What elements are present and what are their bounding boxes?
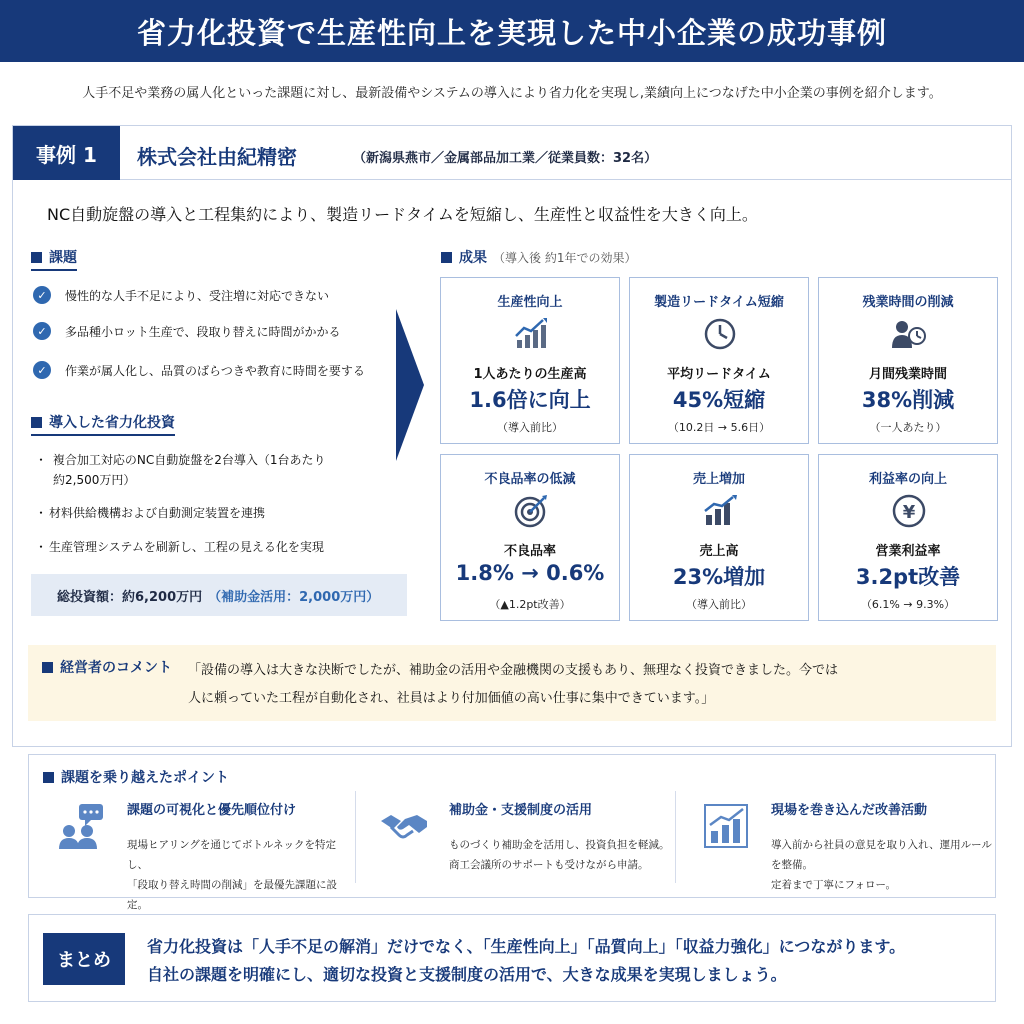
issues-heading: [31, 247, 77, 271]
square-icon: [42, 662, 53, 673]
intro-text: 人手不足や業務の属人化といった課題に対し、最新設備やシステムの導入により省力化を実現し,業績向上につなげた中小企業の事例を紹介します。: [82, 86, 942, 101]
card-note: （6.1% → 9.3%）: [860, 598, 956, 611]
points-heading-label: 課題を乗り越えたポイント: [61, 770, 229, 786]
summary-box: [28, 914, 996, 1002]
square-icon: [31, 252, 42, 263]
comment-line: 人に頼っていた工程が自動化され、社員はより付加価値の高い仕事に集中できています。」: [188, 691, 715, 706]
points-heading: [43, 767, 229, 787]
total-amount: 総投資額：約6,200万円: [57, 589, 203, 605]
case-label: 事例 1: [13, 126, 120, 180]
summary-line: 省力化投資は「人手不足の解消」だけでなく、「生産性向上」「品質向上」「収益力強化」につながります。: [147, 937, 906, 956]
divider: [355, 791, 356, 883]
card-label: 売上高: [699, 544, 739, 559]
card-value: 1.6倍に向上: [469, 388, 591, 412]
point-item: [681, 795, 999, 891]
issue-text: 多品種小ロット生産で、段取り替えに時間がかかる: [65, 324, 341, 339]
divider: [675, 791, 676, 883]
card-value: 1.8% → 0.6%: [455, 561, 605, 585]
point-text: 導入前から社員の意見を取り入れ、運用ルールを整備。 定着まで丁寧にフォロー。: [771, 839, 992, 891]
investment-heading-label: 導入した省力化投資: [49, 415, 175, 431]
case-header: [13, 126, 1011, 180]
total-investment: [31, 574, 407, 616]
point-title: 補助金・支援制度の活用: [449, 803, 593, 818]
investment-item: ・ 材料供給機構および自動測定装置を連携: [35, 503, 365, 523]
card-title: 製造リードタイム短縮: [654, 295, 784, 310]
issue-item: [33, 286, 329, 304]
comment-heading: [42, 657, 172, 677]
comment-heading-label: 経営者のコメント: [60, 660, 172, 676]
card-note: （10.2日 → 5.6日）: [667, 421, 771, 434]
handshake-icon: [379, 801, 429, 851]
card-title: 売上増加: [692, 472, 745, 487]
card-note: （▲1.2pt改善）: [489, 598, 571, 611]
card-label: 月間残業時間: [868, 367, 947, 382]
comment-text: [188, 657, 988, 713]
card-title: 残業時間の削減: [862, 295, 954, 310]
comment-line: 「設備の導入は大きな決断でしたが、補助金の活用や金融機関の支援もあり、無理なく投資できました。今では: [188, 663, 839, 678]
card-label: 平均リードタイム: [667, 367, 771, 382]
card-value: 38%削減: [861, 388, 955, 412]
yen-icon: [891, 493, 927, 529]
square-icon: [31, 417, 42, 428]
svg-text:¥: ¥: [902, 502, 916, 523]
target-icon: [513, 493, 549, 529]
card-title: 不良品率の低減: [484, 472, 576, 487]
company-meta: （新潟県燕市／金属部品加工業／従業員数：32名）: [353, 151, 658, 166]
point-item: [359, 795, 677, 887]
result-card: [629, 277, 809, 444]
square-icon: [43, 772, 54, 783]
clock-icon: [702, 316, 738, 352]
summary-line: 自社の課題を明確にし、適切な投資と支援制度の活用で、大きな成果を実現しましょう。: [147, 965, 787, 984]
card-note: （導入前比）: [686, 598, 752, 611]
results-subheading: （導入後 約1年での効果）: [493, 250, 637, 265]
point-text: 現場ヒアリングを通じてボトルネックを特定し、 「段取り替え時間の削減」を最優先課題に設定。: [127, 839, 337, 911]
header-bar: [0, 0, 1024, 62]
check-icon: ✓: [33, 361, 51, 379]
check-icon: ✓: [33, 286, 51, 304]
issue-text: 慢性的な人手不足により、受注増に対応できない: [65, 288, 330, 303]
card-value: 23%増加: [672, 565, 766, 589]
issue-item: [33, 361, 365, 379]
result-card: [440, 277, 620, 444]
check-icon: ✓: [33, 322, 51, 340]
growth-chart-icon: [513, 316, 549, 352]
investment-heading: [31, 412, 175, 436]
person-clock-icon: [891, 316, 927, 352]
result-card: [818, 454, 998, 621]
issues-heading-label: 課題: [49, 250, 77, 266]
point-item: [37, 795, 355, 911]
result-card: [629, 454, 809, 621]
summary-label: まとめ: [43, 933, 125, 985]
card-value: 45%短縮: [672, 388, 766, 412]
square-icon: [441, 252, 452, 263]
result-card: [818, 277, 998, 444]
card-label: 不良品率: [503, 544, 556, 559]
card-note: （導入前比）: [497, 421, 563, 434]
point-text: ものづくり補助金を活用し、投資負担を軽減。 商工会議所のサポートも受けながら申請。: [449, 839, 670, 871]
card-title: 生産性向上: [497, 295, 563, 310]
point-title: 現場を巻き込んだ改善活動: [771, 803, 928, 818]
card-title: 利益率の向上: [868, 472, 947, 487]
company-name: 株式会社由紀精密: [137, 145, 297, 169]
results-heading: [441, 247, 636, 267]
investment-item: ・ 生産管理システムを刷新し、工程の見える化を実現: [35, 537, 365, 557]
issue-item: [33, 322, 341, 340]
card-note: （一人あたり）: [869, 421, 947, 434]
investment-item: ・ 複合加工対応のNC自動旋盤を2台導入（1台あたり 約2,500万円）: [35, 450, 365, 490]
page-title: 省力化投資で生産性向上を実現した中小企業の成功事例: [136, 15, 887, 50]
issue-text: 作業が属人化し、品質のばらつきや教育に時間を要する: [65, 363, 365, 378]
point-title: 課題の可視化と優先順位付け: [127, 803, 297, 818]
card-label: 1人あたりの生産高: [473, 367, 587, 382]
key-points-box: [28, 754, 996, 911]
growth-bars-icon: [701, 801, 751, 851]
subsidy-amount: （補助金活用：2,000万円）: [208, 589, 380, 605]
summary-text: [147, 933, 905, 989]
card-label: 営業利益率: [875, 544, 941, 559]
bar-chart-icon: [702, 493, 738, 529]
result-card: [440, 454, 620, 621]
results-heading-label: 成果: [459, 250, 487, 266]
card-value: 3.2pt改善: [855, 565, 961, 589]
ceo-comment-box: [28, 645, 996, 721]
case-lead: NC自動旋盤の導入と工程集約により、製造リードタイムを短縮し、生産性と収益性を大きく向上。: [47, 205, 758, 224]
arrow-right-icon: [396, 309, 424, 461]
people-chat-icon: [57, 801, 107, 851]
